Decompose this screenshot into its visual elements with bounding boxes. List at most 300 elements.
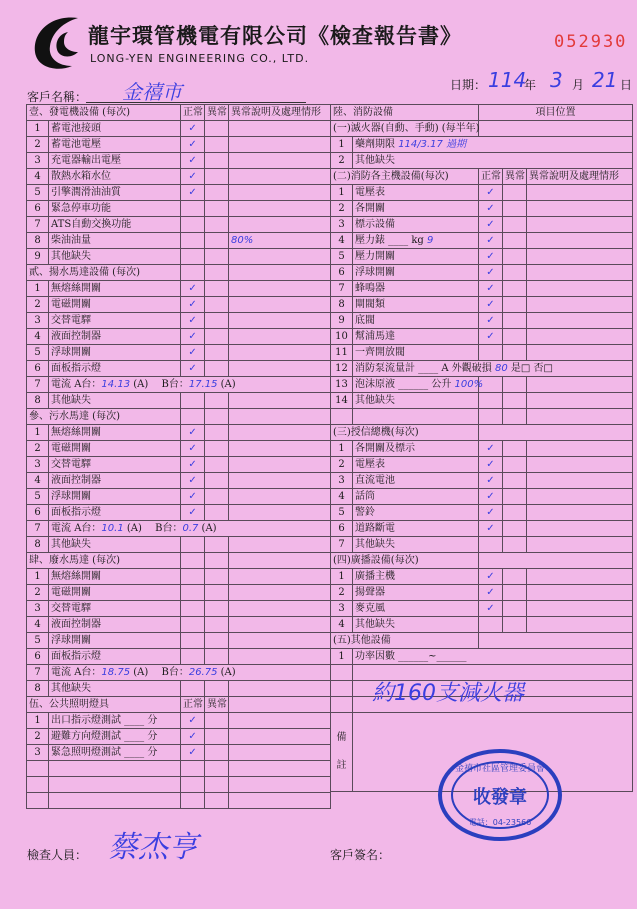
date-year[interactable]: 114 <box>488 68 527 92</box>
item-number: 5 <box>27 345 49 361</box>
check-normal[interactable]: ✓ <box>181 713 205 729</box>
check-abnormal[interactable] <box>503 345 527 361</box>
col-note: 異常說明及處理情形 <box>527 169 633 185</box>
item-number: 5 <box>27 185 49 201</box>
check-normal[interactable]: ✓ <box>479 457 503 473</box>
item-label: 浮球開關 <box>49 489 181 505</box>
item-label: 電磁開關 <box>49 441 181 457</box>
check-abnormal[interactable] <box>205 361 229 377</box>
note-cell[interactable]: 80% <box>229 233 331 249</box>
note-cell[interactable] <box>527 313 633 329</box>
note-cell[interactable] <box>527 537 633 553</box>
current-a-value: 14.13 <box>101 379 131 390</box>
check-normal[interactable]: ✓ <box>181 505 205 521</box>
col-abnormal: 異常 <box>205 697 229 713</box>
check-abnormal[interactable] <box>205 121 229 137</box>
item-number: 10 <box>331 329 353 345</box>
item-number: 9 <box>27 249 49 265</box>
item-label: 各開關 <box>353 201 479 217</box>
item-label: 電磁開關 <box>49 585 181 601</box>
handwritten-value: 100% <box>454 379 484 390</box>
check-abnormal[interactable] <box>205 649 229 665</box>
item-label: 液面控制器 <box>49 329 181 345</box>
check-normal[interactable]: ✓ <box>479 313 503 329</box>
item-label: 無熔絲開關 <box>49 425 181 441</box>
item-label: 浮球開關 <box>353 265 479 281</box>
item-number: 6 <box>27 201 49 217</box>
item-label: 其他缺失 <box>353 393 479 409</box>
check-abnormal[interactable] <box>205 249 229 265</box>
check-normal[interactable]: ✓ <box>479 249 503 265</box>
check-normal[interactable]: ✓ <box>479 185 503 201</box>
note-cell[interactable] <box>229 713 331 729</box>
check-normal[interactable] <box>181 249 205 265</box>
col-note: 異常說明及處理情形 <box>229 105 331 121</box>
check-normal[interactable]: ✓ <box>479 505 503 521</box>
note-cell[interactable] <box>229 729 331 745</box>
note-cell[interactable] <box>229 617 331 633</box>
check-abnormal[interactable] <box>205 617 229 633</box>
check-normal[interactable]: ✓ <box>181 137 205 153</box>
check-abnormal[interactable] <box>205 441 229 457</box>
item-number: 6 <box>27 649 49 665</box>
section-title: 伍、公共照明燈具 <box>27 697 181 713</box>
item-label: 藥劑期限 114/3.17 過期 <box>353 137 633 153</box>
check-normal[interactable]: ✓ <box>181 729 205 745</box>
check-normal[interactable] <box>181 585 205 601</box>
item-number: 7 <box>331 281 353 297</box>
item-number: 8 <box>27 393 49 409</box>
item-label: 液面控制器 <box>49 473 181 489</box>
customer-sign-label: 客戶簽名： <box>330 848 391 862</box>
item-number: 5 <box>331 249 353 265</box>
item-number: 2 <box>331 153 353 169</box>
check-abnormal[interactable] <box>503 265 527 281</box>
note-cell[interactable] <box>229 457 331 473</box>
check-abnormal[interactable] <box>503 521 527 537</box>
check-abnormal[interactable] <box>205 745 229 761</box>
year-unit: 年 <box>524 78 537 92</box>
note-cell[interactable] <box>229 473 331 489</box>
check-abnormal[interactable] <box>205 713 229 729</box>
check-normal[interactable] <box>479 345 503 361</box>
remarks-handwriting: 約160支減火器 <box>372 681 524 706</box>
col-normal: 正常 <box>181 697 205 713</box>
item-number: 9 <box>331 313 353 329</box>
check-abnormal[interactable] <box>503 297 527 313</box>
check-normal[interactable]: ✓ <box>479 569 503 585</box>
check-abnormal[interactable] <box>205 329 229 345</box>
note-cell[interactable] <box>229 281 331 297</box>
note-cell[interactable] <box>527 601 633 617</box>
item-number: 5 <box>331 505 353 521</box>
item-number: 5 <box>27 633 49 649</box>
item-number: 7 <box>331 537 353 553</box>
item-label: 其他缺失 <box>353 537 479 553</box>
check-normal[interactable] <box>181 617 205 633</box>
item-number: 2 <box>331 585 353 601</box>
item-number: 6 <box>27 505 49 521</box>
note-cell[interactable] <box>527 617 633 633</box>
check-normal[interactable]: ✓ <box>181 313 205 329</box>
item-number: 2 <box>27 441 49 457</box>
check-normal[interactable]: ✓ <box>181 361 205 377</box>
check-abnormal[interactable] <box>503 201 527 217</box>
sub-title: (三)授信總機(每次) <box>331 425 479 441</box>
date-month[interactable]: 3 <box>550 68 563 92</box>
item-number: 2 <box>27 137 49 153</box>
check-abnormal[interactable] <box>205 185 229 201</box>
item-label: 揚聲器 <box>353 585 479 601</box>
check-abnormal[interactable] <box>503 473 527 489</box>
check-abnormal[interactable] <box>205 569 229 585</box>
date-label: 日期： <box>450 78 487 92</box>
item-number: 1 <box>331 137 353 153</box>
item-label: 道路斷電 <box>353 521 479 537</box>
handwritten-value: 80 <box>494 363 508 374</box>
item-label: 浮球開關 <box>49 345 181 361</box>
item-number: 1 <box>331 569 353 585</box>
check-abnormal[interactable] <box>503 441 527 457</box>
check-normal[interactable]: ✓ <box>479 281 503 297</box>
col-normal: 正常 <box>181 105 205 121</box>
note-cell[interactable] <box>229 745 331 761</box>
note-cell[interactable] <box>527 233 633 249</box>
item-number: 5 <box>27 489 49 505</box>
note-cell[interactable] <box>229 489 331 505</box>
col-abnormal: 異常 <box>205 105 229 121</box>
note-cell[interactable] <box>229 153 331 169</box>
month-unit: 月 <box>572 78 585 92</box>
receipt-stamp <box>436 747 564 843</box>
note-cell[interactable] <box>229 329 331 345</box>
note-cell[interactable] <box>229 137 331 153</box>
item-number: 8 <box>27 681 49 697</box>
item-label: 交替電驛 <box>49 313 181 329</box>
check-abnormal[interactable] <box>205 297 229 313</box>
note-cell[interactable] <box>527 473 633 489</box>
note-cell[interactable] <box>527 585 633 601</box>
check-abnormal[interactable] <box>205 729 229 745</box>
item-label: 幫浦馬達 <box>353 329 479 345</box>
item-number: 13 <box>331 377 353 393</box>
item-number: 7 <box>27 521 49 537</box>
check-abnormal[interactable] <box>503 249 527 265</box>
item-label: 各開關及標示 <box>353 441 479 457</box>
check-abnormal[interactable] <box>503 585 527 601</box>
item-label: 液面控制器 <box>49 617 181 633</box>
item-label: 交替電驛 <box>49 457 181 473</box>
note-cell[interactable] <box>229 201 331 217</box>
check-normal[interactable]: ✓ <box>479 265 503 281</box>
note-cell[interactable] <box>229 585 331 601</box>
item-label: 消防泵流量計 ____ A 外觀破損 80 是□ 否□ <box>353 361 633 377</box>
check-normal[interactable] <box>479 537 503 553</box>
note-cell[interactable] <box>229 601 331 617</box>
handwritten-note: 114/3.17 過期 <box>398 139 467 150</box>
item-label: 交替電驛 <box>49 601 181 617</box>
stamp-text: 收發章 <box>473 787 527 808</box>
note-cell[interactable] <box>527 265 633 281</box>
item-label: ATS自動交換功能 <box>49 217 181 233</box>
note-cell[interactable] <box>229 297 331 313</box>
note-cell[interactable] <box>229 361 331 377</box>
item-label: 充電器輸出電壓 <box>49 153 181 169</box>
note-cell[interactable] <box>527 345 633 361</box>
check-abnormal[interactable] <box>503 601 527 617</box>
item-label: 功率因數 ______~______ <box>353 649 633 665</box>
check-normal[interactable] <box>181 217 205 233</box>
item-number: 4 <box>331 489 353 505</box>
item-number: 7 <box>27 377 49 393</box>
note-cell[interactable] <box>229 345 331 361</box>
check-abnormal[interactable] <box>205 601 229 617</box>
item-number: 6 <box>331 265 353 281</box>
check-abnormal[interactable] <box>503 505 527 521</box>
check-abnormal[interactable] <box>205 489 229 505</box>
item-label: 泡沫原液 ______ 公升 100% <box>353 377 479 393</box>
item-number: 2 <box>27 729 49 745</box>
company-english: LONG-YEN ENGINEERING CO., LTD. <box>90 52 310 65</box>
check-normal[interactable]: ✓ <box>181 297 205 313</box>
sub-title: (一)滅火器(自動、手動) (每半年) <box>331 121 479 137</box>
note-cell[interactable] <box>229 505 331 521</box>
check-normal[interactable] <box>181 601 205 617</box>
inspector-label: 檢查人員： <box>27 848 88 862</box>
check-abnormal[interactable] <box>503 617 527 633</box>
item-number: 3 <box>27 601 49 617</box>
item-number: 8 <box>27 537 49 553</box>
check-abnormal[interactable] <box>503 185 527 201</box>
check-normal[interactable]: ✓ <box>479 217 503 233</box>
item-number: 4 <box>27 329 49 345</box>
note-cell[interactable] <box>527 329 633 345</box>
item-label: 蓄電池電壓 <box>49 137 181 153</box>
item-number: 3 <box>331 601 353 617</box>
note-cell[interactable] <box>527 457 633 473</box>
check-abnormal[interactable] <box>503 457 527 473</box>
note-cell[interactable] <box>229 169 331 185</box>
item-number: 4 <box>27 473 49 489</box>
item-label: 避難方向燈測試 ____ 分 <box>49 729 181 745</box>
check-abnormal[interactable] <box>205 473 229 489</box>
note-cell[interactable] <box>527 505 633 521</box>
check-normal[interactable]: ✓ <box>479 489 503 505</box>
check-abnormal[interactable] <box>503 233 527 249</box>
item-number: 3 <box>331 473 353 489</box>
check-normal[interactable] <box>479 393 503 409</box>
note-cell[interactable] <box>229 425 331 441</box>
col-abnormal: 異常 <box>503 169 527 185</box>
item-label: 廣播主機 <box>353 569 479 585</box>
note-cell[interactable] <box>229 633 331 649</box>
item-number: 3 <box>27 153 49 169</box>
check-abnormal[interactable] <box>503 377 527 393</box>
check-abnormal[interactable] <box>503 217 527 233</box>
check-normal[interactable]: ✓ <box>479 585 503 601</box>
note-cell[interactable] <box>229 649 331 665</box>
check-normal[interactable]: ✓ <box>479 297 503 313</box>
note-cell[interactable] <box>229 313 331 329</box>
check-normal[interactable]: ✓ <box>181 185 205 201</box>
check-normal[interactable]: ✓ <box>181 121 205 137</box>
item-label: 面板指示燈 <box>49 361 181 377</box>
item-number: 2 <box>27 585 49 601</box>
note-cell[interactable] <box>527 249 633 265</box>
check-abnormal[interactable] <box>503 489 527 505</box>
remarks-label: 備 註 <box>331 713 353 792</box>
check-normal[interactable]: ✓ <box>181 489 205 505</box>
item-label: 蜂鳴器 <box>353 281 479 297</box>
check-abnormal[interactable] <box>503 537 527 553</box>
note-cell[interactable] <box>527 185 633 201</box>
item-number: 1 <box>27 121 49 137</box>
note-cell[interactable] <box>527 377 633 393</box>
check-normal[interactable]: ✓ <box>479 441 503 457</box>
check-abnormal[interactable] <box>205 425 229 441</box>
date-day[interactable]: 21 <box>592 68 618 92</box>
item-number: 1 <box>27 713 49 729</box>
item-number: 6 <box>27 361 49 377</box>
note-cell[interactable] <box>229 217 331 233</box>
customer-name[interactable]: 金禧市 <box>122 80 182 104</box>
check-abnormal[interactable] <box>205 233 229 249</box>
item-number: 1 <box>331 185 353 201</box>
note-cell[interactable] <box>527 393 633 409</box>
check-normal[interactable]: ✓ <box>181 441 205 457</box>
check-normal[interactable] <box>181 201 205 217</box>
check-abnormal[interactable] <box>503 569 527 585</box>
check-normal[interactable]: ✓ <box>479 521 503 537</box>
check-normal[interactable] <box>479 617 503 633</box>
current-row: 電流 A台：14.13 (A) B台：17.15 (A) <box>49 377 331 393</box>
check-abnormal[interactable] <box>205 313 229 329</box>
check-normal[interactable]: ✓ <box>181 425 205 441</box>
note-cell[interactable] <box>527 217 633 233</box>
note-cell[interactable] <box>229 185 331 201</box>
check-normal[interactable] <box>181 633 205 649</box>
check-normal[interactable]: ✓ <box>181 329 205 345</box>
handwritten-value: 9 <box>427 235 434 246</box>
item-label: 無熔絲開關 <box>49 281 181 297</box>
note-cell[interactable] <box>229 441 331 457</box>
section-title: 參、污水馬達 (每次) <box>27 409 181 425</box>
check-abnormal[interactable] <box>503 281 527 297</box>
check-abnormal[interactable] <box>205 505 229 521</box>
item-number: 1 <box>331 649 353 665</box>
note-cell[interactable] <box>527 569 633 585</box>
note-cell[interactable] <box>527 441 633 457</box>
item-label: 電磁開關 <box>49 297 181 313</box>
check-abnormal[interactable] <box>205 345 229 361</box>
current-b-value: 26.75 <box>188 667 218 678</box>
item-number: 12 <box>331 361 353 377</box>
check-normal[interactable]: ✓ <box>181 745 205 761</box>
check-abnormal[interactable] <box>205 217 229 233</box>
check-abnormal[interactable] <box>205 153 229 169</box>
stamp-phone: 電話：04-23566 <box>468 818 532 827</box>
item-label: 電壓表 <box>353 185 479 201</box>
serial-number: 052930 <box>554 32 628 52</box>
note-cell[interactable] <box>527 281 633 297</box>
check-normal[interactable] <box>181 569 205 585</box>
item-label: 柴油油量 <box>49 233 181 249</box>
company-logo <box>28 10 84 74</box>
item-number: 1 <box>27 569 49 585</box>
check-abnormal[interactable] <box>503 393 527 409</box>
check-abnormal[interactable] <box>503 329 527 345</box>
item-label: 其他缺失 <box>49 393 181 409</box>
item-number: 11 <box>331 345 353 361</box>
check-normal[interactable]: ✓ <box>479 201 503 217</box>
check-normal[interactable]: ✓ <box>479 233 503 249</box>
item-label: 麥克風 <box>353 601 479 617</box>
item-label: 面板指示燈 <box>49 649 181 665</box>
item-label: 警鈴 <box>353 505 479 521</box>
section-title: 貳、揚水馬達設備 (每次) <box>27 265 181 281</box>
check-normal[interactable]: ✓ <box>181 281 205 297</box>
note-cell[interactable] <box>527 297 633 313</box>
item-label: 緊急照明燈測試 ____ 分 <box>49 745 181 761</box>
check-normal[interactable] <box>181 649 205 665</box>
item-label: 閘閥類 <box>353 297 479 313</box>
check-normal[interactable]: ✓ <box>479 329 503 345</box>
note-cell[interactable] <box>229 121 331 137</box>
check-abnormal[interactable] <box>205 169 229 185</box>
note-cell[interactable] <box>527 201 633 217</box>
check-normal[interactable]: ✓ <box>181 473 205 489</box>
note-cell[interactable] <box>527 489 633 505</box>
check-abnormal[interactable] <box>205 137 229 153</box>
check-abnormal[interactable] <box>205 201 229 217</box>
check-abnormal[interactable] <box>205 633 229 649</box>
note-cell[interactable] <box>229 569 331 585</box>
item-label: 其他缺失 <box>353 153 633 169</box>
item-number: 8 <box>331 297 353 313</box>
check-normal[interactable]: ✓ <box>181 169 205 185</box>
current-row: 電流 A台：18.75 (A) B台：26.75 (A) <box>49 665 331 681</box>
check-normal[interactable]: ✓ <box>181 345 205 361</box>
check-normal[interactable]: ✓ <box>479 601 503 617</box>
note-cell[interactable] <box>229 249 331 265</box>
check-abnormal[interactable] <box>205 457 229 473</box>
check-abnormal[interactable] <box>205 281 229 297</box>
section-title: 陸、消防設備 <box>331 105 479 121</box>
item-label: 壓力錶 ____ kg 9 <box>353 233 479 249</box>
item-number: 3 <box>27 745 49 761</box>
item-label: 面板指示燈 <box>49 505 181 521</box>
item-label: 電壓表 <box>353 457 479 473</box>
item-label: 散熱水箱水位 <box>49 169 181 185</box>
item-label: 出口指示燈測試 ____ 分 <box>49 713 181 729</box>
item-number: 4 <box>27 617 49 633</box>
item-number: 2 <box>27 297 49 313</box>
current-b-value: 17.15 <box>188 379 218 390</box>
item-number: 1 <box>27 281 49 297</box>
item-number: 1 <box>331 441 353 457</box>
note-cell[interactable] <box>527 521 633 537</box>
item-number: 2 <box>331 457 353 473</box>
item-label: 直流電池 <box>353 473 479 489</box>
check-abnormal[interactable] <box>503 313 527 329</box>
check-normal[interactable]: ✓ <box>479 473 503 489</box>
check-normal[interactable] <box>181 233 205 249</box>
check-abnormal[interactable] <box>205 585 229 601</box>
check-normal[interactable]: ✓ <box>181 457 205 473</box>
item-label: 引擎潤滑油油質 <box>49 185 181 201</box>
check-normal[interactable]: ✓ <box>181 153 205 169</box>
item-number: 7 <box>27 217 49 233</box>
